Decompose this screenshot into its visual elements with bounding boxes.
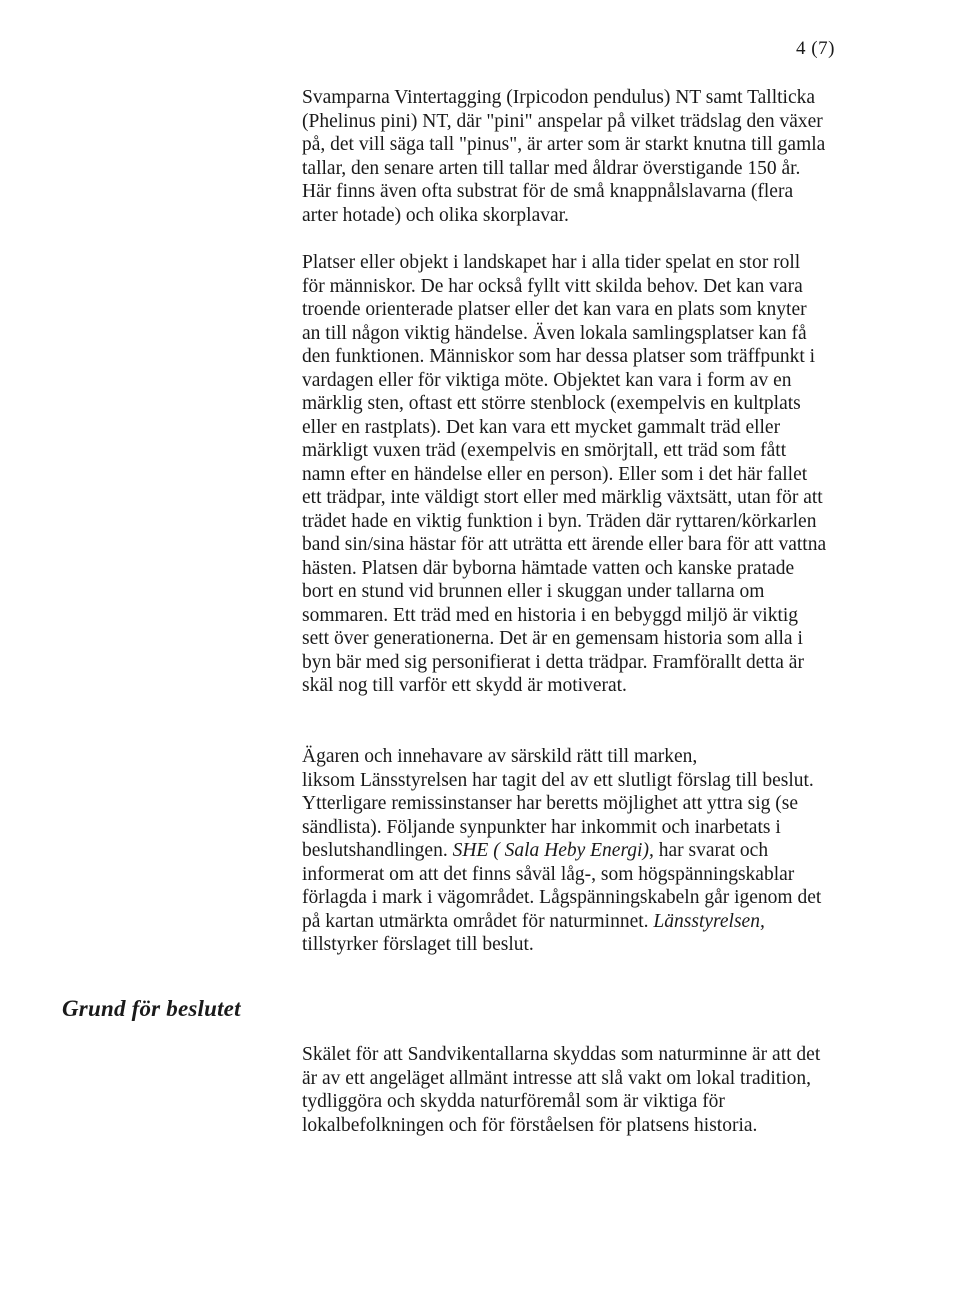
organization-name-lansstyrelsen: Länsstyrelsen, xyxy=(653,910,765,932)
text-line: troende orienterade platser eller det kan vara en plats som knyter xyxy=(302,299,807,320)
text-line: ett trädpar, inte väldigt stort eller med märklig växtsätt, utan för att xyxy=(302,487,823,508)
text-line: tillstyrker förslaget till beslut. xyxy=(302,934,534,955)
text-line: an till någon viktig händelse. Även lokala samlingsplatser kan få xyxy=(302,322,807,344)
text-line: bort en stund vid brunnen eller i skuggan under tallarna om xyxy=(302,581,765,602)
text-line: byn bär med sig personifierat i detta trädpar. Framförallt detta är xyxy=(302,651,804,673)
text-line: förlagda i mark i vägområdet. Lågspänningskabeln går igenom det xyxy=(302,887,822,908)
text-line: arter hotade) och olika skorplavar. xyxy=(302,204,569,226)
text-line: tallar, den senare arten till tallar med åldrar överstigande 150 år. xyxy=(302,157,801,179)
text-line: sommaren. Ett träd med en historia i en bebyggd miljö är viktig xyxy=(302,604,799,626)
organization-name-she: SHE ( Sala Heby Energi), xyxy=(452,840,654,861)
text-line: märkligt vuxen träd (exempelvis en smörjtall, ett träd som fått xyxy=(302,440,787,461)
text-line: Svamparna Vintertagging (Irpicodon pendulus) NT samt Tallticka xyxy=(302,87,816,108)
text-line: hästen. Platsen där byborna hämtade vatten och kanske pratade xyxy=(302,557,795,579)
text-segment: beslutshandlingen. xyxy=(302,840,453,861)
text-line: sändlista). Följande synpunkter har inkommit och inarbetats i xyxy=(302,816,781,838)
text-line: band sin/sina hästar för att uträtta ett ärende eller bara för att vattna xyxy=(302,534,827,555)
text-line xyxy=(302,839,862,863)
paragraph-consultation xyxy=(302,745,862,957)
text-line: är av ett angeläget allmänt intresse att slå vakt om lokal tradition, xyxy=(302,1067,811,1089)
paragraph-places xyxy=(302,251,862,698)
text-line: den funktionen. Människor som har dessa platser som träffpunkt i xyxy=(302,346,816,367)
text-line: (Phelinus pini) NT, där "pini" anspelar på vilket trädslag den växer xyxy=(302,110,823,132)
section-heading: Grund för beslutet xyxy=(62,996,241,1021)
text-line: Platser eller objekt i landskapet har i alla tider spelat en stor roll xyxy=(302,252,801,273)
text-line: Ägaren och innehavare av särskild rätt till marken, xyxy=(302,746,698,767)
text-line: liksom Länsstyrelsen har tagit del av ett slutligt förslag till beslut. xyxy=(302,769,814,791)
text-line: för människor. De har också fyllt vitt skilda behov. Det kan vara xyxy=(302,275,803,297)
text-line: informerat om att det finns såväl låg-, som högspänningskablar xyxy=(302,863,795,885)
paragraph-fungi xyxy=(302,86,862,227)
text-line: trädet hade en viktig funktion i byn. Träden där ryttaren/körkarlen xyxy=(302,510,817,532)
paragraph-grounds xyxy=(302,1043,862,1137)
text-line xyxy=(302,910,862,934)
text-line: sett över generationerna. Det är en gemensam historia som alla i xyxy=(302,628,803,649)
text-line: på, det vill säga tall "pinus", är arter som är starkt knutna till gamla xyxy=(302,134,826,155)
text-line: vardagen eller för viktiga möte. Objektet kan vara i form av en xyxy=(302,369,792,391)
text-segment: på kartan utmärkta området för naturminnet. xyxy=(302,910,654,932)
text-line: eller en rastplats). Det kan vara ett mycket gammalt träd eller xyxy=(302,416,781,438)
text-line: tydliggöra och skydda naturföremål som är viktiga för xyxy=(302,1091,725,1112)
text-line: Här finns även ofta substrat för de små knappnålslavarna (flera xyxy=(302,181,794,202)
text-segment: har svarat och xyxy=(653,840,769,861)
page-number: 4 (7) xyxy=(796,38,835,59)
text-line: namn efter en händelse eller en person). Eller som i det här fallet xyxy=(302,463,808,485)
text-line: skäl nog till varför ett skydd är motiverat. xyxy=(302,675,627,696)
text-line: lokalbefolkningen och för förståelsen för platsens historia. xyxy=(302,1114,758,1136)
text-line: Ytterligare remissinstanser har beretts möjlighet att yttra sig (se xyxy=(302,793,799,814)
text-line: märklig sten, oftast ett större stenblock (exempelvis en kultplats xyxy=(302,393,801,414)
text-line: Skälet för att Sandvikentallarna skyddas som naturminne är att det xyxy=(302,1044,821,1065)
